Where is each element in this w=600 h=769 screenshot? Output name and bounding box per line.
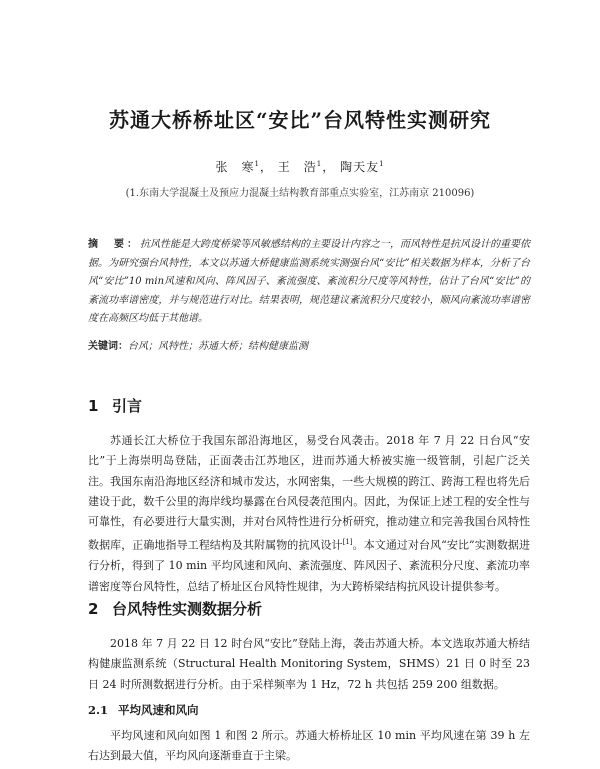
author-affil-mark: 1 bbox=[316, 160, 323, 168]
abstract-text: 抗风性能是大跨度桥梁等风敏感结构的主要设计内容之一，而风特性是抗风设计的重要依据。为研究强台风特性，本文以苏通大桥健康监测系统实测强台风“安比”相关数据为样本，分析了台风“安比”10 min风速和风向、阵风因子、紊流强度、紊流积分尺度等风特性，估计了台风“安比”的紊流功率谱密度，并与规范进行对比。结果表明，规范建议紊流积分尺度较小，顺风向紊流功率谱密度在高频区均低于其他谱。 bbox=[88, 239, 530, 324]
paper-title: 苏通大桥桥址区“安比”台风特性实测研究 bbox=[108, 108, 491, 132]
paragraph-text: 平均风速和风向如图 1 和图 2 所示。苏通大桥桥址区 10 min 平均风速在第 39 h 左右达到最大值，平均风向逐渐垂直于主梁。 bbox=[88, 729, 530, 763]
author-name: 王 浩 bbox=[277, 160, 317, 174]
abstract bbox=[88, 236, 530, 329]
author-affil-mark: 1 bbox=[254, 160, 260, 168]
keywords bbox=[88, 339, 530, 355]
section-title: 台风特性实测数据分析 bbox=[112, 600, 263, 618]
paragraph-text-tail: 。本文通过对台风“安比”实测数据进行分析，得到了 10 min 平均风速和风向、紊流强度、阵风因子、紊流积分尺度、紊流功率谱密度等台风特性，总结了桥址区台风特性规律，为大跨桥梁结构抗风设计提供参考。 bbox=[88, 539, 530, 593]
section-heading-1 bbox=[88, 395, 142, 416]
abstract-label: 摘 要： bbox=[88, 239, 140, 250]
author-name: 陶天友 bbox=[340, 160, 380, 174]
section-1-paragraph bbox=[88, 431, 530, 597]
keywords-label: 关键词： bbox=[88, 341, 128, 352]
subsection-heading-2-1 bbox=[88, 702, 199, 718]
affiliation: (1.东南大学混凝土及预应力混凝土结构教育部重点实验室，江苏南京 210096) bbox=[125, 188, 475, 199]
subsection-title: 平均风速和风向 bbox=[118, 703, 199, 717]
keywords-text: 台风；风特性；苏通大桥；结构健康监测 bbox=[128, 341, 308, 352]
paragraph-text: 2018 年 7 月 22 日 12 时台风“安比”登陆上海，袭击苏通大桥。本文选取苏通大桥结构健康监测系统（Structural Health Monitoring System，SHMS）21 日 0 时至 23 日 24 时所测数据进行分析。由于采样频率为 1 Hz，72 h 共包括 259 200 组数据。 bbox=[88, 637, 530, 691]
paragraph-text: 苏通长江大桥位于我国东部沿海地区，易受台风袭击。2018 年 7 月 22 日台风“安比”于上海崇明岛登陆，正面袭击江苏地区，进而苏通大桥被实施一级管制，引起广泛关注。我国东南沿海地区经济和城市发达，水网密集，一些大规模的跨江、跨海工程也将先后建设于此，数千公里的海岸线均暴露在台风侵袭范围内。因此，为保证上述工程的安全性与可靠性，有必要进行大量实测，并对台风特性进行分析研究，推动建立和完善我国台风特性数据库，正确地指导工程结构及其附属物的抗风设计 bbox=[88, 434, 530, 553]
author-affil-mark: 1 bbox=[379, 160, 385, 168]
subsection-2-1-paragraph bbox=[88, 726, 530, 767]
author-list: 张 寒$^1$， 王 浩$^1$， 陶天友$^1$ bbox=[215, 160, 385, 174]
section-heading-2 bbox=[88, 598, 262, 619]
citation-mark: [1] bbox=[342, 538, 353, 547]
section-number: 2 bbox=[88, 600, 99, 618]
section-2-paragraph bbox=[88, 634, 530, 695]
author-name: 张 寒 bbox=[215, 160, 255, 174]
section-title: 引言 bbox=[112, 397, 143, 415]
subsection-number: 2.1 bbox=[88, 703, 109, 717]
section-number: 1 bbox=[88, 397, 99, 415]
